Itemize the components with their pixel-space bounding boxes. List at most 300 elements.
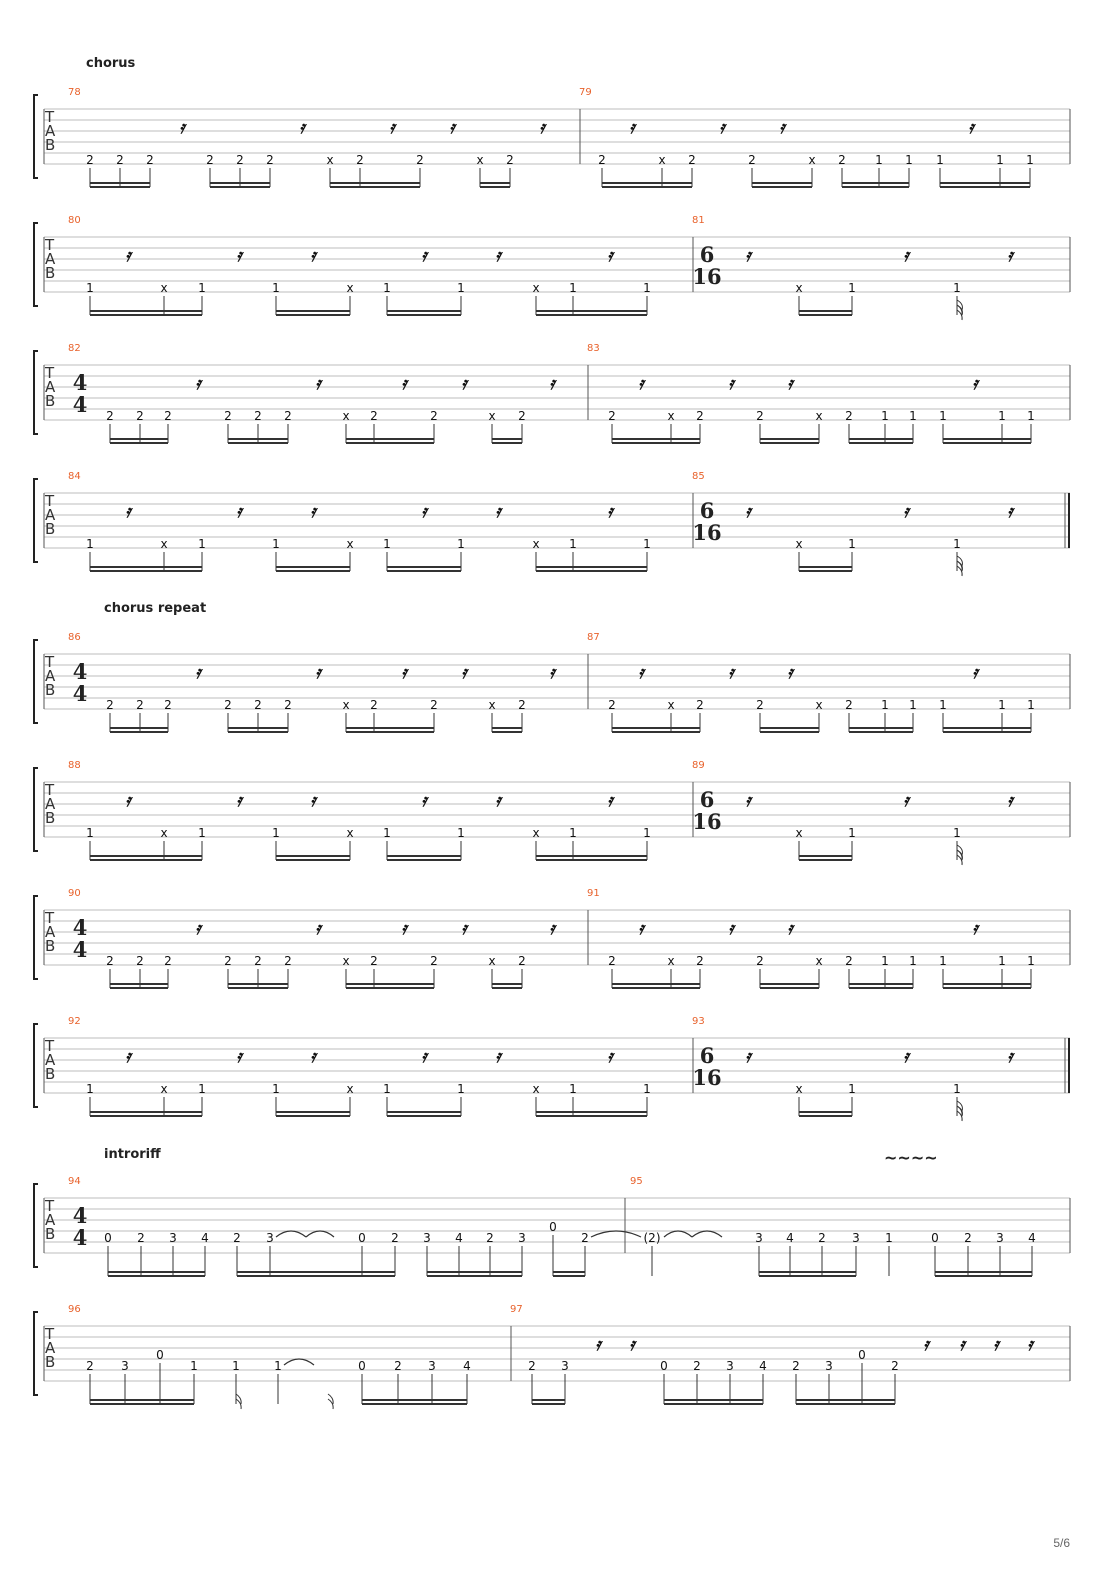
measure-number: 78 (68, 87, 81, 98)
fret-number: x (488, 698, 496, 712)
fret-number: 1 (953, 1082, 961, 1096)
fret-number: 1 (905, 153, 913, 167)
time-signature-bottom: 16 (692, 809, 722, 834)
fret-number: 2 (86, 153, 94, 167)
sixteenth-rest: 𝄿 (787, 919, 793, 939)
fret-number: 1 (198, 1082, 206, 1096)
sixteenth-rest: 𝄿 (421, 1047, 427, 1067)
sixteenth-rest: 𝄿 (179, 118, 185, 138)
fret-number: 1 (86, 281, 94, 295)
time-signature-bottom: 16 (692, 264, 722, 289)
fret-number: 1 (383, 537, 391, 551)
fret-number: 4 (786, 1231, 794, 1245)
fret-number: 2 (391, 1231, 399, 1245)
tab-clef-letter: A (45, 506, 56, 524)
fret-number: 3 (755, 1231, 763, 1245)
sixteenth-rest: 𝄿 (315, 919, 321, 939)
fret-number: (2) (643, 1231, 661, 1245)
time-signature-top: 4 (72, 370, 88, 395)
fret-number: 2 (688, 153, 696, 167)
fret-number: 2 (236, 153, 244, 167)
fret-number: 1 (383, 1082, 391, 1096)
fret-number: 2 (518, 698, 526, 712)
sixteenth-rest: 𝄿 (125, 246, 131, 266)
sixteenth-rest: 𝄿 (310, 791, 316, 811)
tie-arc (276, 1231, 306, 1237)
fret-number: 2 (756, 409, 764, 423)
tab-clef-letter: T (45, 492, 55, 510)
system-bracket (34, 640, 38, 723)
tie-arc (692, 1231, 722, 1237)
measure-number: 97 (510, 1304, 523, 1315)
fret-number: 2 (284, 698, 292, 712)
fret-number: x (667, 409, 675, 423)
fret-number: 1 (939, 409, 947, 423)
sixteenth-rest: 𝄿 (903, 502, 909, 522)
tab-clef-letter: A (45, 1211, 56, 1229)
fret-number: 1 (875, 153, 883, 167)
fret-number: 2 (891, 1359, 899, 1373)
tab-clef-letter: B (45, 809, 56, 827)
fret-number: 3 (852, 1231, 860, 1245)
fret-number: 1 (885, 1231, 893, 1245)
time-signature-bottom: 16 (692, 1065, 722, 1090)
tie-arc (591, 1231, 641, 1237)
tab-clef-letter: T (45, 1197, 55, 1215)
fret-number: 4 (759, 1359, 767, 1373)
sixteenth-rest: 𝄿 (401, 919, 407, 939)
fret-number: 2 (164, 409, 172, 423)
sixteenth-rest: 𝄿 (401, 663, 407, 683)
fret-number: x (346, 826, 354, 840)
sixteenth-rest: 𝄿 (315, 374, 321, 394)
tab-clef-letter: T (45, 653, 55, 671)
fret-number: 2 (86, 1359, 94, 1373)
time-signature-bottom: 4 (72, 1225, 88, 1250)
fret-number: 2 (370, 698, 378, 712)
measure-number: 79 (579, 87, 592, 98)
fret-number: x (532, 826, 540, 840)
tab-clef-letter: A (45, 667, 56, 685)
sixteenth-rest: 𝄿 (495, 502, 501, 522)
fret-number: 2 (224, 954, 232, 968)
fret-number: 1 (953, 826, 961, 840)
sixteenth-rest: 𝄿 (461, 919, 467, 939)
sixteenth-rest: 𝄿 (125, 1047, 131, 1067)
tab-clef-letter: A (45, 378, 56, 396)
fret-number: 1 (1026, 153, 1034, 167)
tab-clef-letter: B (45, 1225, 56, 1243)
fret-number: 2 (254, 954, 262, 968)
fret-number: 3 (825, 1359, 833, 1373)
sixteenth-rest: 𝄿 (728, 663, 734, 683)
fret-number: x (795, 281, 803, 295)
fret-number: 2 (792, 1359, 800, 1373)
fret-number: x (160, 1082, 168, 1096)
fret-number: 2 (608, 954, 616, 968)
sixteenth-rest: 𝄿 (1007, 246, 1013, 266)
sixteenth-rest: 𝄿 (993, 1335, 999, 1355)
fret-number: x (326, 153, 334, 167)
fret-number: 2 (845, 409, 853, 423)
fret-number: 3 (561, 1359, 569, 1373)
tab-clef-letter: B (45, 937, 56, 955)
section-label: chorus repeat (104, 601, 207, 616)
fret-number: x (658, 153, 666, 167)
fret-number: 0 (931, 1231, 939, 1245)
fret-number: 2 (224, 409, 232, 423)
fret-number: 2 (506, 153, 514, 167)
tab-system (34, 760, 1070, 865)
fret-number: 1 (198, 537, 206, 551)
note-flag (328, 1394, 333, 1409)
fret-number: 1 (569, 1082, 577, 1096)
fret-number: 1 (881, 698, 889, 712)
tab-system (34, 1304, 1070, 1409)
fret-number: 1 (272, 826, 280, 840)
fret-number: 2 (224, 698, 232, 712)
tab-system (34, 87, 1070, 187)
sixteenth-rest: 𝄿 (638, 663, 644, 683)
tab-clef-letter: A (45, 923, 56, 941)
fret-number: 4 (1028, 1231, 1036, 1245)
time-signature-top: 4 (72, 1203, 88, 1228)
sixteenth-rest: 𝄿 (315, 663, 321, 683)
tie-arc (284, 1359, 314, 1365)
fret-number: 2 (818, 1231, 826, 1245)
section-label: chorus (86, 56, 136, 71)
fret-number: 0 (358, 1359, 366, 1373)
measure-number: 88 (68, 760, 81, 771)
fret-number: 2 (136, 698, 144, 712)
tab-system (34, 888, 1070, 988)
fret-number: 2 (598, 153, 606, 167)
sixteenth-rest: 𝄿 (607, 791, 613, 811)
measure-number: 89 (692, 760, 705, 771)
fret-number: 3 (169, 1231, 177, 1245)
tab-clef-letter: T (45, 909, 55, 927)
fret-number: 1 (198, 826, 206, 840)
fret-number: 1 (909, 698, 917, 712)
fret-number: 1 (1027, 698, 1035, 712)
fret-number: 3 (726, 1359, 734, 1373)
fret-number: 1 (1027, 954, 1035, 968)
system-bracket (34, 1312, 38, 1395)
fret-number: 2 (254, 409, 262, 423)
fret-number: 2 (266, 153, 274, 167)
fret-number: 3 (428, 1359, 436, 1373)
fret-number: x (346, 537, 354, 551)
fret-number: x (488, 954, 496, 968)
fret-number: x (815, 698, 823, 712)
fret-number: 1 (86, 1082, 94, 1096)
fret-number: 1 (848, 1082, 856, 1096)
sixteenth-rest: 𝄿 (629, 1335, 635, 1355)
fret-number: 1 (936, 153, 944, 167)
fret-number: 2 (370, 954, 378, 968)
sixteenth-rest: 𝄿 (125, 791, 131, 811)
tab-clef-letter: T (45, 236, 55, 254)
time-signature-top: 6 (699, 242, 715, 267)
fret-number: 1 (569, 537, 577, 551)
fret-number: 1 (939, 954, 947, 968)
fret-number: 4 (463, 1359, 471, 1373)
sixteenth-rest: 𝄿 (595, 1335, 601, 1355)
tab-clef-letter: B (45, 392, 56, 410)
fret-number: 1 (86, 826, 94, 840)
sixteenth-rest: 𝄿 (719, 118, 725, 138)
sixteenth-rest: 𝄿 (923, 1335, 929, 1355)
fret-number: x (342, 409, 350, 423)
fret-number: x (667, 954, 675, 968)
tab-system (34, 343, 1070, 443)
fret-number: 1 (953, 281, 961, 295)
time-signature-top: 4 (72, 659, 88, 684)
fret-number: 1 (232, 1359, 240, 1373)
tie-arc (306, 1231, 334, 1237)
fret-number: 2 (430, 409, 438, 423)
time-signature-bottom: 4 (72, 937, 88, 962)
fret-number: 1 (998, 409, 1006, 423)
fret-number: 2 (845, 954, 853, 968)
sixteenth-rest: 𝄿 (787, 374, 793, 394)
fret-number: 0 (156, 1348, 164, 1362)
tab-clef-letter: A (45, 1339, 56, 1357)
fret-number: 3 (121, 1359, 129, 1373)
tab-system (34, 632, 1070, 732)
fret-number: 2 (518, 409, 526, 423)
measure-number: 93 (692, 1016, 705, 1027)
fret-number: x (667, 698, 675, 712)
sixteenth-rest: 𝄿 (236, 502, 242, 522)
note-flag (236, 1394, 241, 1409)
fret-number: 1 (383, 281, 391, 295)
fret-number: 1 (848, 537, 856, 551)
sixteenth-rest: 𝄿 (495, 791, 501, 811)
system-bracket (34, 768, 38, 851)
fret-number: x (476, 153, 484, 167)
fret-number: x (160, 826, 168, 840)
sixteenth-rest: 𝄿 (549, 663, 555, 683)
sixteenth-rest: 𝄿 (745, 502, 751, 522)
fret-number: 2 (106, 954, 114, 968)
system-bracket (34, 896, 38, 979)
fret-number: x (160, 281, 168, 295)
sixteenth-rest: 𝄿 (745, 246, 751, 266)
measure-number: 91 (587, 888, 600, 899)
sixteenth-rest: 𝄿 (421, 502, 427, 522)
measure-number: 86 (68, 632, 81, 643)
sixteenth-rest: 𝄿 (389, 118, 395, 138)
fret-number: 2 (748, 153, 756, 167)
fret-number: 2 (370, 409, 378, 423)
fret-number: 2 (518, 954, 526, 968)
sixteenth-rest: 𝄿 (728, 919, 734, 939)
sixteenth-rest: 𝄿 (779, 118, 785, 138)
fret-number: 1 (272, 537, 280, 551)
tab-system (34, 471, 1070, 576)
sixteenth-rest: 𝄿 (1027, 1335, 1033, 1355)
fret-number: 3 (996, 1231, 1004, 1245)
tab-clef-letter: A (45, 250, 56, 268)
sixteenth-rest: 𝄿 (195, 374, 201, 394)
fret-number: 1 (457, 1082, 465, 1096)
fret-number: 2 (696, 954, 704, 968)
fret-number: x (532, 281, 540, 295)
fret-number: 1 (1027, 409, 1035, 423)
fret-number: 2 (356, 153, 364, 167)
time-signature-top: 4 (72, 915, 88, 940)
fret-number: x (342, 954, 350, 968)
sixteenth-rest: 𝄿 (195, 663, 201, 683)
sixteenth-rest: 𝄿 (549, 374, 555, 394)
fret-number: 1 (198, 281, 206, 295)
fret-number: 2 (486, 1231, 494, 1245)
fret-number: 2 (254, 698, 262, 712)
fret-number: 2 (284, 409, 292, 423)
measure-number: 87 (587, 632, 600, 643)
tab-clef-letter: A (45, 795, 56, 813)
fret-number: 2 (756, 954, 764, 968)
fret-number: 3 (518, 1231, 526, 1245)
time-signature-bottom: 16 (692, 520, 722, 545)
section-labels (86, 56, 206, 1162)
sixteenth-rest: 𝄿 (461, 374, 467, 394)
measure-number: 83 (587, 343, 600, 354)
sixteenth-rest: 𝄿 (195, 919, 201, 939)
fret-number: x (795, 537, 803, 551)
measure-number: 92 (68, 1016, 81, 1027)
sixteenth-rest: 𝄿 (903, 791, 909, 811)
fret-number: 1 (569, 826, 577, 840)
fret-number: 2 (608, 409, 616, 423)
fret-number: x (808, 153, 816, 167)
fret-number: 1 (274, 1359, 282, 1373)
fret-number: 1 (881, 954, 889, 968)
fret-number: 2 (696, 409, 704, 423)
measure-number: 85 (692, 471, 705, 482)
system-bracket (34, 1184, 38, 1267)
fret-number: 1 (190, 1359, 198, 1373)
fret-number: 0 (549, 1220, 557, 1234)
fret-number: 1 (881, 409, 889, 423)
fret-number: 2 (136, 409, 144, 423)
fret-number: 2 (430, 698, 438, 712)
fret-number: 2 (416, 153, 424, 167)
tab-clef-letter: B (45, 136, 56, 154)
tie-arc (664, 1231, 692, 1237)
sixteenth-rest: 𝄿 (607, 246, 613, 266)
fret-number: 1 (643, 537, 651, 551)
sixteenth-rest: 𝄿 (972, 919, 978, 939)
measure-number: 81 (692, 215, 705, 226)
sixteenth-rest: 𝄿 (421, 791, 427, 811)
fret-number: 2 (964, 1231, 972, 1245)
fret-number: 1 (953, 537, 961, 551)
fret-number: 1 (643, 281, 651, 295)
vibrato-mark: ~~~~ (884, 1148, 938, 1167)
tab-systems (34, 87, 1070, 1409)
fret-number: 2 (137, 1231, 145, 1245)
fret-number: 1 (457, 281, 465, 295)
sixteenth-rest: 𝄿 (968, 118, 974, 138)
tab-clef-letter: T (45, 364, 55, 382)
fret-number: x (795, 1082, 803, 1096)
fret-number: 1 (383, 826, 391, 840)
fret-number: 0 (858, 1348, 866, 1362)
sixteenth-rest: 𝄿 (972, 663, 978, 683)
fret-number: 2 (696, 698, 704, 712)
fret-number: 1 (848, 281, 856, 295)
sixteenth-rest: 𝄿 (236, 791, 242, 811)
measure-number: 96 (68, 1304, 81, 1315)
sixteenth-rest: 𝄿 (1007, 502, 1013, 522)
sixteenth-rest: 𝄿 (125, 502, 131, 522)
sixteenth-rest: 𝄿 (421, 246, 427, 266)
sixteenth-rest: 𝄿 (745, 791, 751, 811)
time-signature-bottom: 4 (72, 681, 88, 706)
tab-clef-letter: B (45, 681, 56, 699)
fret-number: 2 (106, 409, 114, 423)
sixteenth-rest: 𝄿 (972, 374, 978, 394)
sixteenth-rest: 𝄿 (728, 374, 734, 394)
fret-number: x (346, 281, 354, 295)
section-label: introriff (104, 1147, 161, 1162)
fret-number: 2 (233, 1231, 241, 1245)
fret-number: 2 (838, 153, 846, 167)
measure-number: 84 (68, 471, 81, 482)
fret-number: 2 (164, 698, 172, 712)
fret-number: 2 (693, 1359, 701, 1373)
time-signature-top: 6 (699, 787, 715, 812)
measure-number: 80 (68, 215, 81, 226)
fret-number: 1 (909, 954, 917, 968)
fret-number: 2 (284, 954, 292, 968)
tab-clef-letter: B (45, 1353, 56, 1371)
tab-clef-letter: T (45, 1037, 55, 1055)
sixteenth-rest: 𝄿 (638, 919, 644, 939)
fret-number: x (815, 954, 823, 968)
tab-clef-letter: T (45, 781, 55, 799)
fret-number: 1 (569, 281, 577, 295)
sixteenth-rest: 𝄿 (310, 1047, 316, 1067)
tab-clef-letter: B (45, 520, 56, 538)
fret-number: 2 (430, 954, 438, 968)
fret-number: 1 (998, 954, 1006, 968)
fret-number: x (346, 1082, 354, 1096)
sixteenth-rest: 𝄿 (495, 246, 501, 266)
sixteenth-rest: 𝄿 (607, 1047, 613, 1067)
fret-number: 2 (394, 1359, 402, 1373)
sixteenth-rest: 𝄿 (1007, 1047, 1013, 1067)
sixteenth-rest: 𝄿 (539, 118, 545, 138)
fret-number: x (532, 537, 540, 551)
sixteenth-rest: 𝄿 (959, 1335, 965, 1355)
fret-number: 1 (848, 826, 856, 840)
system-bracket (34, 223, 38, 306)
fret-number: 2 (756, 698, 764, 712)
fret-number: x (488, 409, 496, 423)
sixteenth-rest: 𝄿 (903, 1047, 909, 1067)
sixteenth-rest: 𝄿 (449, 118, 455, 138)
system-bracket (34, 95, 38, 178)
fret-number: 2 (206, 153, 214, 167)
fret-number: 0 (104, 1231, 112, 1245)
fret-number: 2 (528, 1359, 536, 1373)
time-signature-bottom: 4 (72, 392, 88, 417)
fret-number: x (160, 537, 168, 551)
sixteenth-rest: 𝄿 (1007, 791, 1013, 811)
